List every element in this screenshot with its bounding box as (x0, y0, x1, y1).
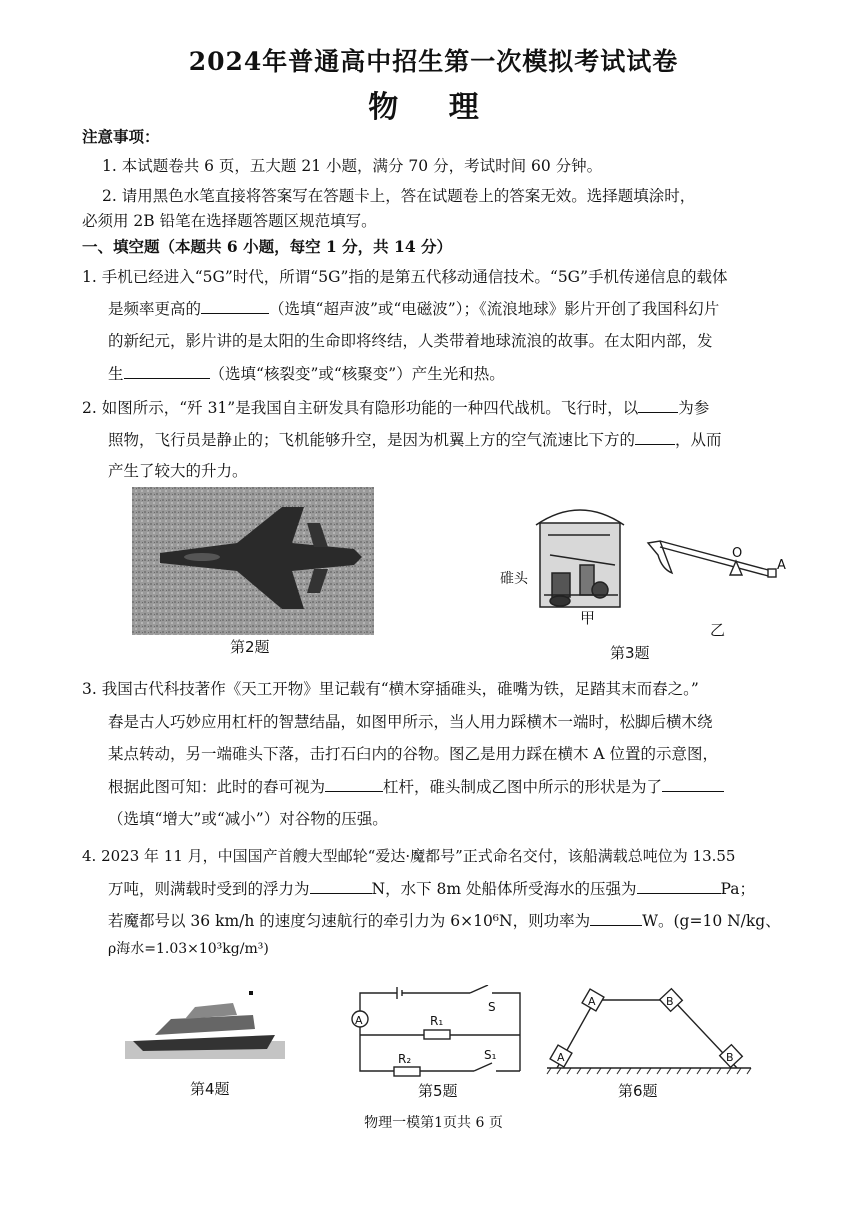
switch-S1-blade (474, 1063, 492, 1071)
fig3-label-yi: 乙 (710, 621, 726, 639)
q4-line-2b: N，水下 8m 处船体所受海水的压强为 (371, 880, 637, 898)
q2-line-1a: 2. 如图所示，“歼 31”是我国自主研发具有隐形功能的一种四代战机。飞行时，以 (82, 399, 639, 417)
wire-top-left (360, 993, 397, 1011)
notice-item-2b: 必须用 2B 铅笔在选择题答题区规范填写。 (82, 212, 377, 230)
switch-S-blade (470, 985, 488, 993)
fig4-caption: 第4题 (190, 1080, 230, 1098)
q2-blank-1[interactable] (638, 398, 678, 413)
ship-hull (133, 1035, 275, 1051)
exam-title: 2024年普通高中招生第一次模拟考试试卷 (188, 47, 679, 76)
fig3-jia-sketch (536, 510, 624, 607)
q4-line-3b: W。(g=10 N/kg、 (642, 912, 781, 930)
section-1-heading-text: 一、填空题（本题共 6 小题，每空 1 分，共 14 分） (82, 237, 453, 256)
fig3-label-O: O (732, 546, 743, 561)
page-footer: 物理一模第1页共 6 页 (364, 1115, 503, 1131)
fig5-circuit (342, 985, 532, 1081)
q1-blank-2[interactable] (124, 364, 210, 379)
q2-line-2b: ，从而 (675, 431, 722, 449)
q4-blank-2[interactable] (637, 879, 721, 894)
fig3-label-duitou: 碓头 (500, 571, 528, 587)
circuit-diagram (342, 985, 532, 1081)
q1-line-4b: （选填“核裂变”或“核聚变”）产生光和热。 (209, 365, 505, 383)
q4-line-4: ρ海水=1.03×10³kg/m³) (108, 941, 269, 957)
q3-line-1: 3. 我国古代科技著作《天工开物》里记载有“横木穿插碓头，碓嘴为铁，足踏其末而舂之。” (82, 680, 699, 698)
q1-line-2 (108, 298, 808, 320)
jet-illustration (132, 487, 374, 635)
q3-blank-2[interactable] (662, 777, 724, 792)
ground-hatching (547, 1068, 751, 1074)
fig2-caption: 第2题 (230, 638, 270, 656)
q3-blank-1[interactable] (325, 777, 383, 792)
fig5-label-S: S (488, 1000, 496, 1014)
fig3-caption: 第3题 (610, 644, 650, 662)
q3-line-4b: 杠杆，碓头制成乙图中所示的形状是为了 (383, 778, 663, 796)
q1-line-4a: 生 (108, 365, 124, 383)
q1-line-2a: 是频率更高的 (108, 300, 202, 318)
ship-deck (155, 1015, 255, 1035)
resistor-R1 (424, 1030, 450, 1039)
trapezoid-outline (557, 1000, 737, 1068)
notice-heading: 注意事项： (82, 127, 160, 146)
q3-line-3: 某点转动，另一端碓头下落，击打石臼内的谷物。图乙是用力踩在横木 A 位置的示意图， (108, 745, 719, 763)
q2-line-3: 产生了较大的升力。 (108, 462, 248, 480)
fig3-illustration (500, 495, 810, 645)
q2-line-2 (108, 429, 808, 451)
fig5-label-R1: R₁ (430, 1014, 444, 1028)
fig5-label-A: A (355, 1014, 363, 1027)
fig5-label-R2: R₂ (398, 1052, 412, 1066)
q4-line-2c: Pa； (720, 880, 755, 898)
q2-line-2a: 照物，飞行员是静止的；飞机能够升空，是因为机翼上方的空气流速比下方的 (108, 431, 636, 449)
ship-illustration (125, 985, 285, 1065)
q2-line-1 (82, 397, 812, 419)
q4-line-2 (108, 878, 808, 900)
section-1-heading (82, 236, 812, 258)
fig6-label-B-bottom: B (726, 1051, 734, 1064)
fig5-label-S1: S₁ (484, 1048, 497, 1062)
resistor-R2 (394, 1067, 420, 1076)
q2-line-1b: 为参 (678, 399, 710, 417)
fig6-caption: 第6题 (618, 1082, 658, 1100)
fig6-label-B-top: B (666, 995, 674, 1008)
fig3-label-A: A (777, 558, 786, 573)
incline-diagram (545, 984, 755, 1078)
wire-left-bottom (360, 1027, 394, 1071)
notice-item-1: 1. 本试题卷共 6 页，五大题 21 小题，满分 70 分，考试时间 60 分钟。 (102, 157, 603, 175)
q4-line-3a: 若魔都号以 36 km/h 的速度匀速航行的牵引力为 6×10⁶N，则功率为 (108, 912, 591, 930)
q4-line-3 (108, 910, 808, 932)
fig6-label-A-bottom: A (557, 1051, 565, 1064)
jet-cockpit (184, 553, 220, 561)
pestle-head-shape (648, 541, 672, 573)
fig4-ship-photo (125, 985, 285, 1065)
q1-line-3: 的新纪元，影片讲的是太阳的生命即将终结，人类带着地球流浪的故事。在太阳内部，发 (108, 332, 713, 350)
fig5-caption: 第5题 (418, 1082, 458, 1100)
q3-line-4a: 根据此图可知：此时的舂可视为 (108, 778, 326, 796)
q1-line-2b: （选填“超声波”或“电磁波”）；《流浪地球》影片开创了我国科幻片 (269, 300, 720, 318)
fig6-label-A-top: A (588, 995, 596, 1008)
q3-line-2: 舂是古人巧妙应用杠杆的智慧结晶，如图甲所示，当人用力踩横木一端时，松脚后横木绕 (108, 713, 713, 731)
fig2-jet-photo (132, 487, 374, 635)
fig3-yi-lever (648, 541, 776, 577)
ship-mark (249, 991, 253, 995)
q4-blank-1[interactable] (310, 879, 372, 894)
subject-title: 物 理 (368, 90, 499, 125)
q4-line-2a: 万吨，则满载时受到的浮力为 (108, 880, 310, 898)
q3-line-5: （选填“增大”或“减小”）对谷物的压强。 (108, 810, 388, 828)
fig3-label-jia: 甲 (580, 609, 596, 627)
q4-line-1: 4. 2023 年 11 月，中国国产首艘大型邮轮“爱达·魔都号”正式命名交付，该船满载总吨位为 13.55 (82, 847, 736, 865)
q2-blank-2[interactable] (635, 430, 675, 445)
notice-item-2a: 2. 请用黑色水笔直接将答案写在答题卡上，答在试题卷上的答案无效。选择题填涂时， (102, 187, 696, 205)
q1-blank-1[interactable] (201, 299, 269, 314)
fig3 (500, 495, 810, 645)
q4-blank-3[interactable] (590, 911, 642, 926)
fig6-incline (545, 984, 755, 1078)
q1-line-4 (108, 363, 808, 385)
q3-line-4 (108, 776, 808, 798)
q1-line-1: 1. 手机已经进入“5G”时代，所谓“5G”指的是第五代移动通信技术。“5G”手机传递信息的载体 (82, 268, 728, 286)
